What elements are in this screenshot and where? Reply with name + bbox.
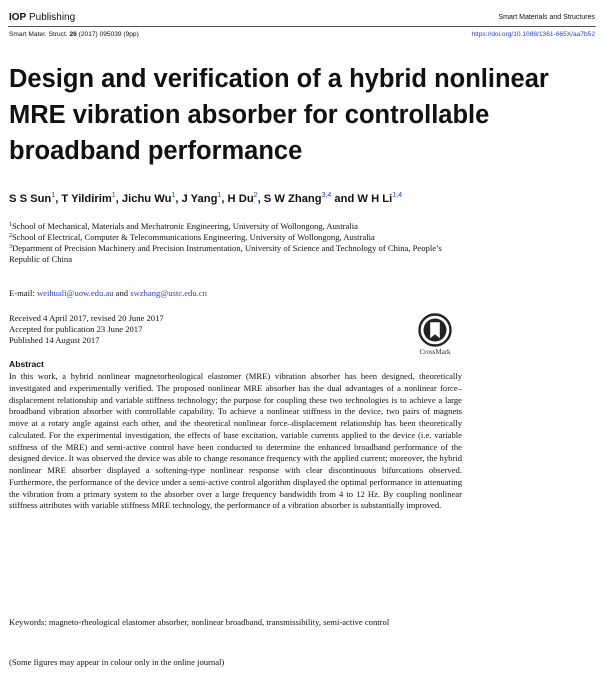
author-name: W H Li bbox=[357, 193, 393, 205]
affiliation-number: 2 bbox=[9, 233, 12, 239]
author-name: S S Sun bbox=[9, 193, 52, 205]
citation-volume: 26 bbox=[69, 31, 77, 38]
author-name: H Du bbox=[227, 193, 254, 205]
author-separator: , bbox=[221, 193, 228, 205]
doi-link[interactable]: https://doi.org/10.1088/1361-665X/aa7b52 bbox=[471, 31, 595, 38]
keywords: Keywords: magneto-rheological elastomer absorber, nonlinear broadband, transmissibility, semi-active control bbox=[9, 617, 390, 627]
author-separator: , bbox=[175, 193, 182, 205]
author-affiliation-mark[interactable]: 1,4 bbox=[392, 192, 402, 199]
email-label: E-mail: bbox=[9, 288, 35, 298]
email-link-1[interactable]: weihuali@uow.edu.au bbox=[36, 288, 114, 298]
affiliation bbox=[9, 221, 459, 232]
received-date: Received 4 April 2017, revised 20 June 2017 bbox=[9, 313, 164, 323]
author-affiliation-mark[interactable]: 2 bbox=[253, 192, 258, 199]
published-date: Published 14 August 2017 bbox=[9, 335, 100, 345]
author bbox=[264, 193, 358, 205]
crossmark-badge[interactable] bbox=[415, 313, 455, 359]
affiliations bbox=[9, 221, 459, 265]
citation-rest: (2017) 095039 (9pp) bbox=[78, 31, 139, 38]
author-affiliation-mark[interactable]: 1 bbox=[111, 192, 116, 199]
author-name: T Yildirim bbox=[61, 193, 112, 205]
abstract-text: In this work, a hybrid nonlinear magnetorheological elastomer (MRE) vibration absorber has been designed, theoretically investigated and experimentally verified. The proposed nonlinear MRE absorber has the dual advantages of a nonlinear force–displacement relationship and variable stiffness technology; the purpose for coupling these two technologies is to achieve a large broadband vibration absorber with controllable capability. To achieve a nonlinear stiffness in the device, two pairs of magnets move at a rotary angle against each other, and the theoretical nonlinear force–displacement relationship has been theoretically calculated. For the experimental investigation, the effects of base excitation, variable currents applied to the device (i.e. variable stiffness of the MRE) and semi-active control have been conducted to determine the enhanced broadband performance of the designed device. It was observed the device was able to change resonance frequency with the applied current; moreover, the hybrid nonlinear MRE absorber displayed a softening-type nonlinear response with clear discontinuous bifurcations observed. Furthermore, the performance of the device under a semi-active control algorithm displayed the optimal performance in attenuating the vibration from a primary system to the absorber over a large frequency bandwidth from 4 to 12 Hz. By coupling nonlinear stiffness attributes with variable stiffness MRE technology, the performance of a vibration absorber is substantially improved. bbox=[9, 371, 462, 511]
accepted-date: Accepted for publication 23 June 2017 bbox=[9, 324, 143, 334]
author-separator: , bbox=[115, 193, 122, 205]
publisher-bold: IOP bbox=[9, 12, 27, 23]
affiliation bbox=[9, 232, 459, 243]
author-separator: and bbox=[331, 193, 358, 205]
author bbox=[182, 193, 228, 205]
crossmark-label: CrossMark bbox=[419, 348, 451, 356]
citation-prefix: Smart Mater. Struct. bbox=[9, 31, 68, 38]
email-link-2[interactable]: swzhang@ustc.edu.cn bbox=[130, 288, 207, 298]
author bbox=[122, 193, 182, 205]
publisher-logo bbox=[9, 12, 75, 23]
author-name: S W Zhang bbox=[263, 193, 322, 205]
author bbox=[228, 193, 264, 205]
affiliation-number: 3 bbox=[9, 244, 12, 250]
citation bbox=[9, 31, 139, 38]
affiliation-text: School of Mechanical, Materials and Mechatronic Engineering, University of Wollongong, Australia bbox=[12, 221, 358, 231]
author-affiliation-mark[interactable]: 3,4 bbox=[321, 192, 332, 199]
author-affiliation-mark[interactable]: 1 bbox=[171, 192, 176, 199]
abstract-heading: Abstract bbox=[9, 359, 44, 369]
author-list bbox=[9, 193, 402, 205]
affiliation-text: School of Electrical, Computer & Telecommunications Engineering, University of Wollongong, Australia bbox=[12, 232, 375, 242]
affiliation bbox=[9, 243, 459, 265]
contact-emails bbox=[9, 288, 207, 298]
author-separator: , bbox=[55, 193, 62, 205]
author-affiliation-mark[interactable]: 1 bbox=[51, 192, 56, 199]
affiliation-number: 1 bbox=[9, 222, 12, 228]
email-conj: and bbox=[115, 288, 129, 298]
history-dates bbox=[9, 313, 164, 346]
author bbox=[357, 193, 402, 205]
author-affiliation-mark[interactable]: 1 bbox=[217, 192, 222, 199]
affiliation-text: Department of Precision Machinery and Precision Instrumentation, University of Science and Technology of China, People’s Republic of China bbox=[9, 243, 442, 264]
author-name: Jichu Wu bbox=[121, 193, 172, 205]
author bbox=[9, 193, 61, 205]
journal-name: Smart Materials and Structures bbox=[498, 14, 595, 21]
crossmark-icon bbox=[418, 313, 452, 347]
paper-title: Design and verification of a hybrid nonlinear MRE vibration absorber for controllable broadband performance bbox=[9, 65, 549, 165]
author bbox=[61, 193, 121, 205]
header-rule bbox=[8, 26, 596, 27]
author-name: J Yang bbox=[181, 193, 218, 205]
publisher-rest: Publishing bbox=[29, 12, 76, 23]
author-separator: , bbox=[257, 193, 264, 205]
colour-note: (Some figures may appear in colour only in the online journal) bbox=[9, 657, 225, 667]
